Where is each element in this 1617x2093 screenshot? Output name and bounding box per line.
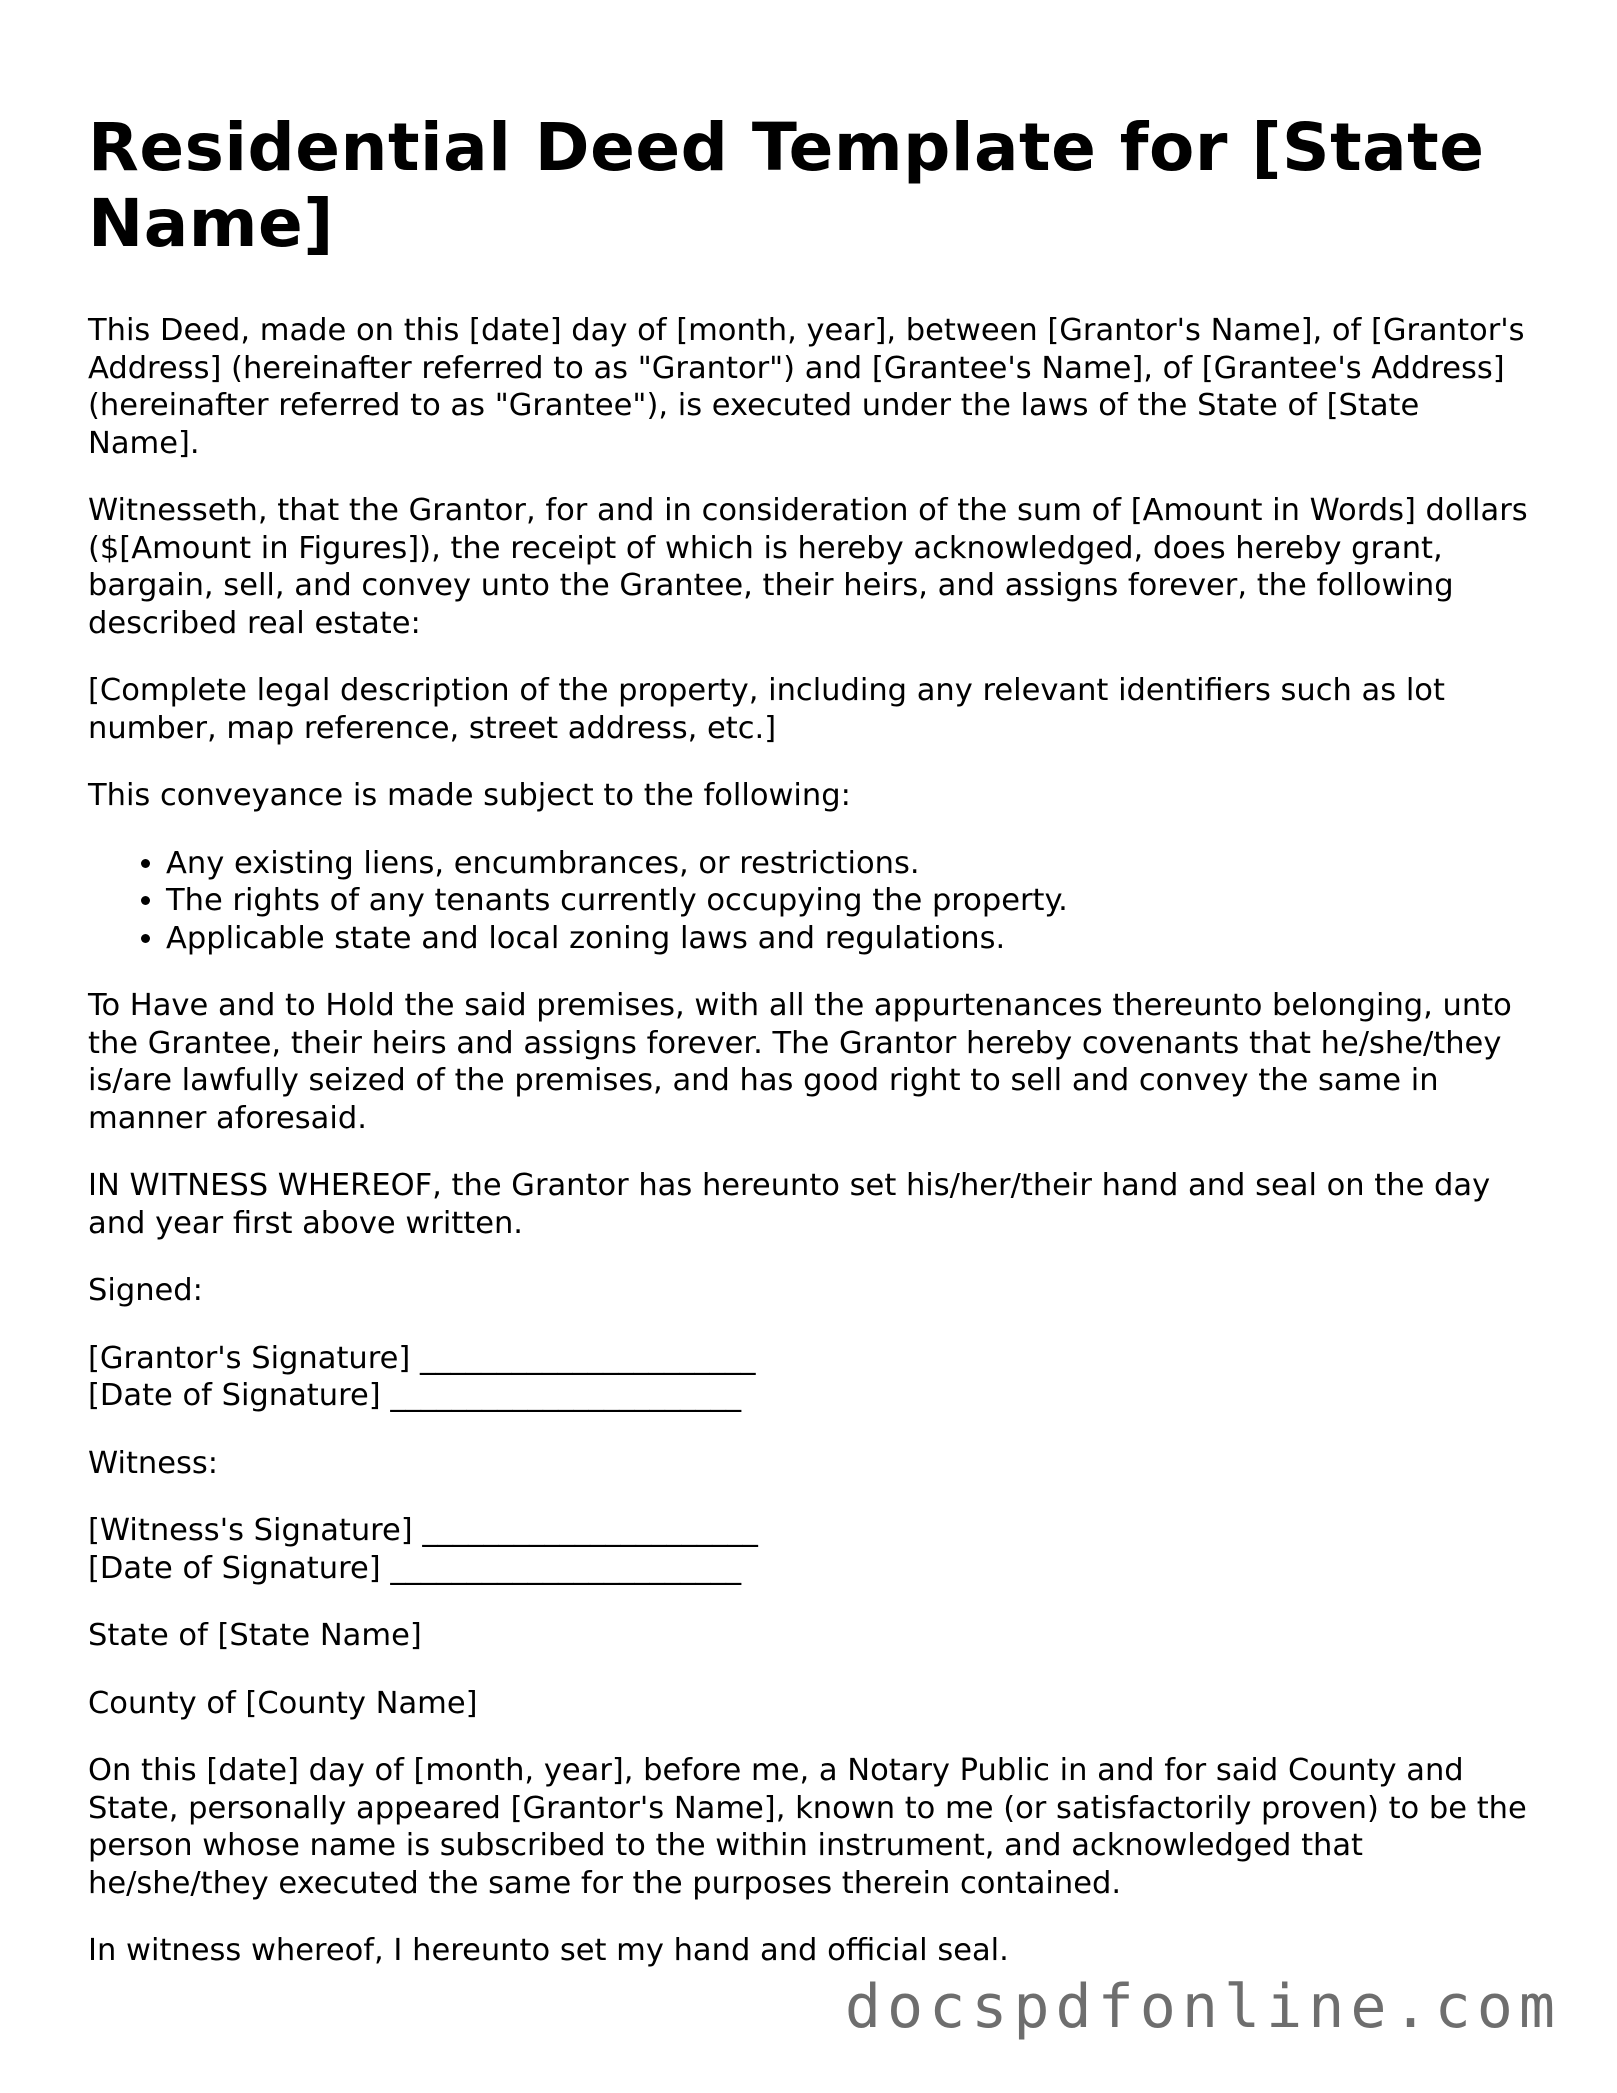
signed-label: Signed:: [88, 1273, 203, 1308]
grantor-date-line: [Date of Signature] _______________________: [88, 1378, 742, 1413]
witness-signature-block: [88, 1512, 1528, 1587]
notary-closing: In witness whereof, I hereunto set my hand and official seal.: [88, 1933, 1009, 1968]
notary-paragraph: On this [date] day of [month, year], before me, a Notary Public in and for said County and State, personally appeared [Grantor's Name], known to me (or satisfactorily proven) to be the person whose name is subscribed to the within instrument, and acknowledged that he/she/they executed the same for the purposes therein contained.: [88, 1753, 1527, 1901]
watermark: docspdfonline.com: [844, 1972, 1561, 2042]
habendum-paragraph: To Have and to Hold the said premises, with all the appurtenances thereunto belonging, unto the Grantee, their heirs and assigns forever. The Grantor hereby covenants that he/she/they is/are lawfully seized of the premises, and has good right to sell and convey the same in manner aforesaid.: [88, 988, 1512, 1136]
document-page: [88, 110, 1528, 2000]
page-title: Residential Deed Template for [State Name]: [88, 109, 1485, 262]
witness-date-line: [Date of Signature] _______________________: [88, 1550, 742, 1586]
legal-description-paragraph: [Complete legal description of the property, including any relevant identifiers such as lot number, map reference, street address, etc.]: [88, 673, 1445, 746]
state-line: State of [State Name]: [88, 1618, 422, 1653]
subject-intro: This conveyance is made subject to the following:: [88, 778, 851, 813]
intro-paragraph: This Deed, made on this [date] day of [month, year], between [Grantor's Name], of [Grantor's Address] (hereinafter referred to as "Grantor") and [Grantee's Name], of [Grantee's Address] (hereinafter referred to as "Grantee"), is executed under the laws of the State of [State Name].: [88, 313, 1525, 461]
grantor-signature-line: [Grantor's Signature] ______________________: [88, 1340, 756, 1376]
witness-signature-line: [Witness's Signature] ______________________: [88, 1513, 758, 1548]
witness-label: Witness:: [88, 1445, 219, 1481]
list-item: • Applicable state and local zoning laws and regulations.: [166, 920, 1528, 958]
list-item: • The rights of any tenants currently occupying the property.: [166, 882, 1528, 920]
in-witness-paragraph: IN WITNESS WHEREOF, the Grantor has hereunto set his/her/their hand and seal on the day and year first above written.: [88, 1168, 1491, 1241]
witnesseth-paragraph: Witnesseth, that the Grantor, for and in consideration of the sum of [Amount in Words] dollars ($[Amount in Figures]), the receipt of which is hereby acknowledged, does hereby grant, bargain, sell, and convey unto the Grantee, their heirs, and assigns forever, the following described real estate:: [88, 493, 1528, 641]
county-line: County of [County Name]: [88, 1685, 478, 1721]
subject-list: [88, 845, 1528, 958]
list-item: • Any existing liens, encumbrances, or restrictions.: [166, 845, 1528, 883]
grantor-signature-block: [88, 1340, 1528, 1415]
